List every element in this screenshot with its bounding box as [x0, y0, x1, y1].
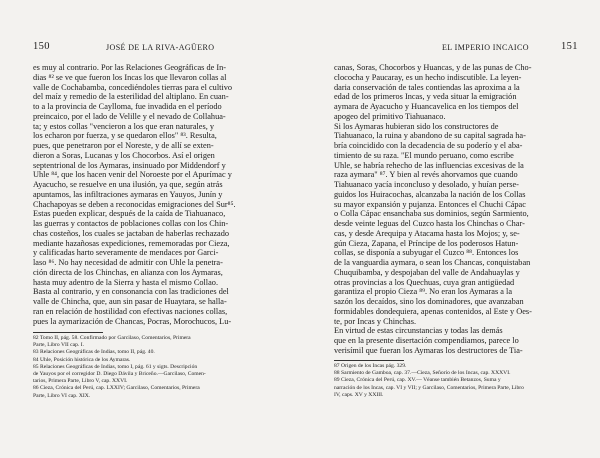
right-page — [300, 0, 600, 458]
body-text-line: ción directa de los Chinchas, en alianza con los Aymaras, — [33, 267, 223, 277]
body-text-line: chas costeños, los cuales se jactaban de haberlas rechazado — [33, 228, 230, 238]
body-text-line: preincaico, por el lado de Velille y el nevado de Collahua- — [33, 111, 226, 121]
footnote-line: narración de los Incas, cap. VI y VII; y Garcilaso, Comentarios, Primera Parte, Libro — [334, 384, 524, 391]
body-text-line: valle de Chincha, que, aun sin pasar de Huaytara, se halla- — [33, 297, 227, 306]
left-body-text — [33, 63, 285, 326]
body-text-line: collas, se disponía a subyugar el Cuzco ⁸⁸. Entonces los — [334, 248, 519, 258]
body-text-line: Tiahuanaco yacía inconcluso y desolado, y huían perse- — [334, 180, 519, 189]
body-text-line: dieron a Soras, Lucanas y los Chocorbos. Así el origen — [33, 150, 215, 160]
left-running-head: JOSÉ DE LA RIVA-AGÜERO — [106, 43, 215, 52]
right-footnotes — [334, 363, 586, 399]
body-text-line: daria conservación de tales contiendas las aproxima a la — [334, 82, 520, 92]
body-text-line: Estas pueden explicar, después de la caída de Tiahuanaco, — [33, 209, 226, 219]
body-text-line: es muy al contrario. Por las Relaciones Geográficas de In- — [33, 63, 227, 72]
body-text-line: canas, Soras, Chocorbos y Huancas, y de las punas de Cho- — [334, 63, 532, 72]
body-text-line: los echaron por fuerza, y se quedaron ellos" ⁸³. Resulta, — [33, 131, 217, 141]
body-text-line: pues, que penetraron por el Noreste, y de allí se exten- — [33, 141, 214, 150]
body-text-line: apuntamos, las infiltraciones aymaras en Yauyos, Junín y — [33, 189, 223, 199]
body-text-line: las guerras y contactos de poblaciones collas con los Chin- — [33, 219, 229, 228]
footnote-line: 84 Uhle, Posición histórica de los Aymaras. — [33, 356, 131, 363]
body-text-line: aymara de Ayacucho y Huancavelica en los tiempos del — [334, 102, 519, 111]
body-text-line: Ayacucho, se resuelve en una ilusión, ya que, según atrás — [33, 180, 223, 189]
body-text-line: laso ⁸⁶. No hay necesidad de admitir con Uhle la penetra- — [33, 258, 223, 267]
footnote-line: 88 Sarmiento de Gamboa, cap. 37.—Cieza, Señorío de los Incas, cap. XXXVI. — [334, 370, 511, 377]
footnote-line: Parte, Libro VI cap. XIX. — [33, 392, 91, 399]
body-text-line: de la vanguardia aymara, o sean los Chancas, conquistaban — [334, 258, 531, 267]
body-text-line: gún Cieza, Zapana, el Príncipe de los poderosos Hatun- — [334, 238, 519, 248]
body-text-line: garantiza el propio Cieza ⁸⁹. No eran los Aymaras a la — [334, 287, 513, 297]
body-text-line: mediante hazañosas expediciones, rememoradas por Cieza, — [33, 238, 230, 248]
body-text-line: Chuquibamba, y despojaban del valle de Andahuaylas y — [334, 267, 520, 277]
body-text-line: Chachapoyas se deben a reconocidas emigraciones del Sur⁸⁵. — [33, 199, 236, 209]
body-text-line: cas, y desde Arequipa y Atacama hasta los Mojos; y, se- — [334, 228, 520, 238]
body-text-line: timiento de su raza. "El mundo peruano, como escribe — [334, 150, 514, 160]
body-text-line: otras provincias a los Quechuas, cuya gran antigüedad — [334, 277, 515, 287]
left-page-number: 150 — [33, 41, 50, 52]
body-text-line: pues la aymarización de Chancas, Pocras, Morochucos, Lu- — [33, 316, 232, 326]
body-text-line: Uhle, se habría rehecho de las influencias excesivas de la — [334, 160, 524, 170]
body-text-line: o Colla Cápac ensanchaba sus dominios, según Sarmiento, — [334, 209, 529, 219]
body-text-line: te, por Incas y Chinchas. — [334, 316, 417, 326]
right-page-number: 151 — [561, 41, 578, 52]
body-text-line: dias ⁸² se ve que fueron los Incas los que llevaron collas al — [33, 72, 227, 82]
body-text-line: Uhle ⁸⁴, que los hacen venir del Noroeste por el Apurímac y — [33, 170, 232, 180]
footnote-line: 87 Origen de los Incas pág. 329. — [334, 363, 407, 369]
body-text-line: su mayor expansión y pujanza. Entonces el Chuchi Cápac — [334, 199, 526, 209]
body-text-line: del maíz y remedio de la esterilidad del altiplano. En cuan- — [33, 92, 229, 102]
right-footnote-rule — [334, 360, 404, 361]
footnote-line: 89 Cieza, Crónica del Perú, cap. XV.— Véanse también Betanzos, Suma y — [334, 377, 501, 384]
footnote-line: 85 Relaciones Geográficas de Indias, tomo I, pág. 61 y sigts. Descripción — [33, 363, 198, 370]
body-text-line: to a la provincia de Caylloma, fue invadida en el período — [33, 102, 222, 111]
footnote-line: tarios, Primera Parte, Libro V, cap. XXVI. — [33, 378, 128, 385]
right-body-text — [334, 63, 586, 356]
right-running-head: EL IMPERIO INCAICO — [442, 43, 529, 52]
footnote-line: 86 Cieza, Crónica del Perú, cap. LXXIV; Garcilaso, Comentarios, Primera — [33, 385, 200, 392]
body-text-line: hasta muy adentro de la Sierra y hasta el mismo Collao. — [33, 277, 219, 287]
footnote-line: Parte, Libro VII cap. I. — [33, 342, 84, 349]
footnote-line: 82 Tomo II, pág. 58. Confirmado por Garcilaso, Comentarios, Primera — [33, 335, 191, 341]
body-text-line: desde veinte leguas del Cuzco hasta los Chinchas o Char- — [334, 219, 525, 228]
left-footnotes — [33, 335, 285, 400]
left-footnote-rule — [33, 332, 103, 333]
body-text-line: guidos los Huiracochas, alcanzaba la nación de los Collas — [334, 189, 526, 199]
body-text-line: verisímil que fueran los Aymaras los destructores de Tia- — [334, 345, 523, 355]
body-text-line: clococha y Paucaray, es un hecho indiscutible. La leyen- — [334, 72, 522, 82]
body-text-line: valle de Cochabamba, concediéndoles tierras para el cultivo — [33, 82, 233, 92]
body-text-line: Si los Aymaras hubieran sido los constructores de — [334, 121, 499, 131]
body-text-line: raza aymara" ⁸⁷. Y bien al revés ahorvamos que cuando — [334, 170, 518, 180]
body-text-line: ta; y estos collas "vencieron a los que eran naturales, y — [33, 121, 215, 131]
body-text-line: apogeo del primitivo Tiahuanaco. — [334, 111, 446, 121]
body-text-line: formidables dondequiera, apenas contenidos, al Este y Oes- — [334, 306, 532, 316]
body-text-line: y calificadas harto severamente de mendaces por Garci- — [33, 248, 219, 258]
body-text-line: Basta al contrario, y en consonancia con las tradiciones del — [33, 287, 229, 297]
body-text-line: Tiahuanaco, la ruina y abandono de su capital sagrada ha- — [334, 131, 526, 141]
body-text-line: En virtud de estas circunstancias y todas las demás — [334, 326, 503, 336]
body-text-line: ran en relación de hostilidad con efectivas naciones collas, — [33, 306, 228, 316]
footnote-line: IV, caps. XV y XXIII. — [334, 391, 384, 398]
body-text-line: sazón los decaídos, sino los dominadores, que avanzaban — [334, 297, 524, 306]
body-text-line: que en la presente disertación compendiamos, parece lo — [334, 336, 519, 345]
body-text-line: bría coincidido con la decadencia de su poderío y el aba- — [334, 141, 523, 150]
footnote-line: de Yauyos por el corregidor D. Diego Dávila y Briceño.—Garcilaso, Comen- — [33, 371, 206, 378]
body-text-line: edad de los primeros Incas, y veda situar la emigración — [334, 92, 517, 102]
footnote-line: 83 Relaciones Geográficas de Indias, tomo II, pág. 40. — [33, 349, 155, 356]
body-text-line: septentrional de los Aymaras, insinuado por Middendorf y — [33, 160, 226, 170]
